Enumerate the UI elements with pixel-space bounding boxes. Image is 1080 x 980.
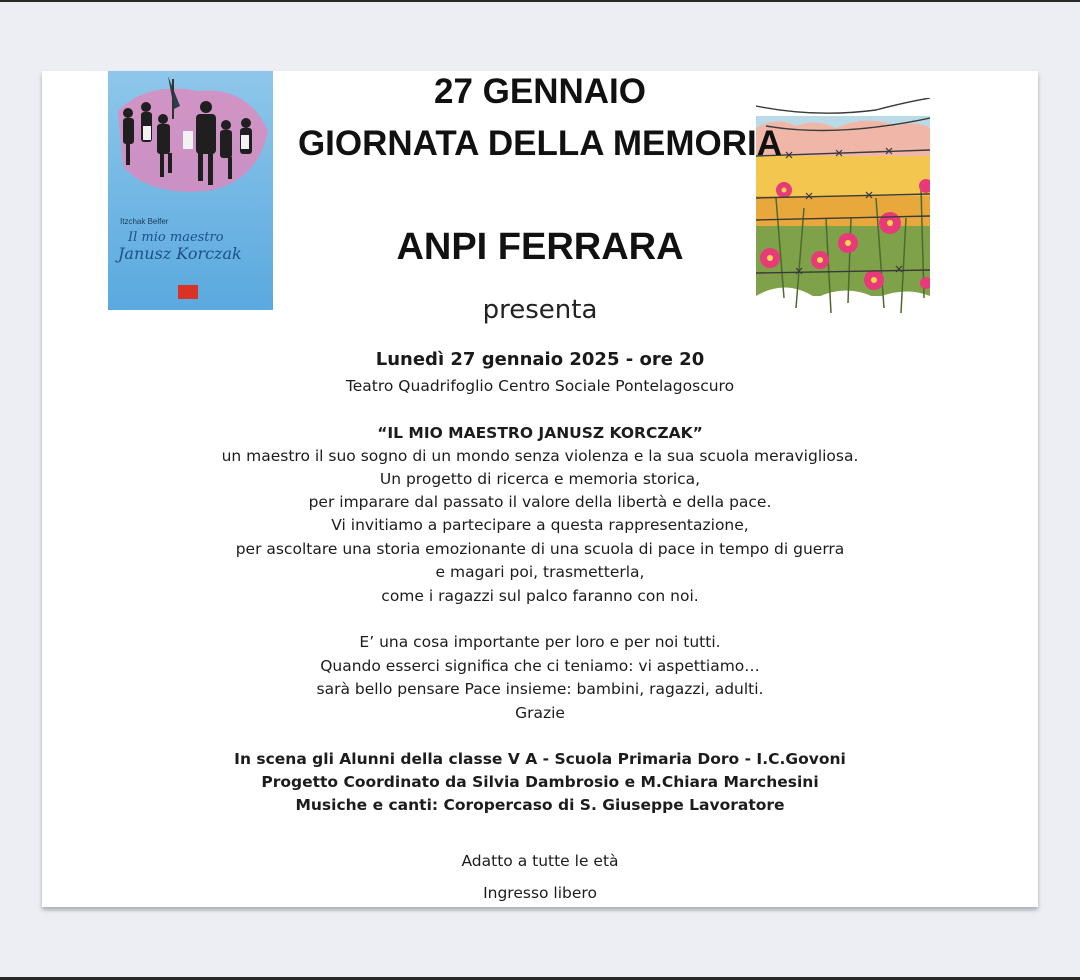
message-line: Quando esserci significa che ci teniamo: vi aspettiamo… (320, 657, 760, 675)
event-date: Lunedì 27 gennaio 2025 - ore 20 (375, 349, 705, 370)
heading-date: 27 GENNAIO (434, 72, 646, 111)
flyer-page (42, 71, 1038, 907)
cover-title-line1: Il mio maestro (128, 230, 224, 245)
description-line: Vi invitiamo a partecipare a questa rappresentazione, (331, 516, 749, 534)
credits-line: In scena gli Alunni della classe V A - Scuola Primaria Doro - I.C.Govoni (234, 750, 846, 768)
message-line: sarà bello pensare Pace insieme: bambini, ragazzi, adulti. (316, 680, 764, 698)
event-venue: Teatro Quadrifoglio Centro Sociale Pontelagoscuro (345, 377, 735, 395)
heading-memoria: GIORNATA DELLA MEMORIA (297, 124, 783, 163)
credits-line: Musiche e canti: Coropercaso di S. Giuseppe Lavoratore (295, 796, 785, 814)
description-line: e magari poi, trasmetterla, (435, 563, 645, 581)
entry-note: Ingresso libero (483, 884, 597, 902)
description-line: per imparare dal passato il valore della libertà e della pace. (308, 493, 772, 511)
message-line: E’ una cosa importante per loro e per noi tutti. (359, 633, 721, 651)
cover-title-line2: Janusz Korczak (118, 244, 242, 263)
top-border (0, 0, 1080, 2)
cover-author: Itzchak Belfer (120, 217, 169, 226)
description-line: un maestro il suo sogno di un mondo senza violenza e la sua scuola meravigliosa. (221, 447, 859, 465)
description-line: per ascoltare una storia emozionante di una scuola di pace in tempo di guerra (235, 540, 845, 558)
description-line: come i ragazzi sul palco faranno con noi. (381, 587, 699, 605)
heading-organization: ANPI FERRARA (396, 226, 684, 268)
age-note: Adatto a tutte le età (461, 852, 619, 870)
credits-line: Progetto Coordinato da Silvia Dambrosio e M.Chiara Marchesini (261, 773, 819, 791)
message-line: Grazie (515, 704, 565, 722)
presenta-text: presenta (482, 295, 598, 325)
description-line: Un progetto di ricerca e memoria storica, (379, 470, 701, 488)
show-title: “IL MIO MAESTRO JANUSZ KORCZAK” (377, 424, 703, 442)
